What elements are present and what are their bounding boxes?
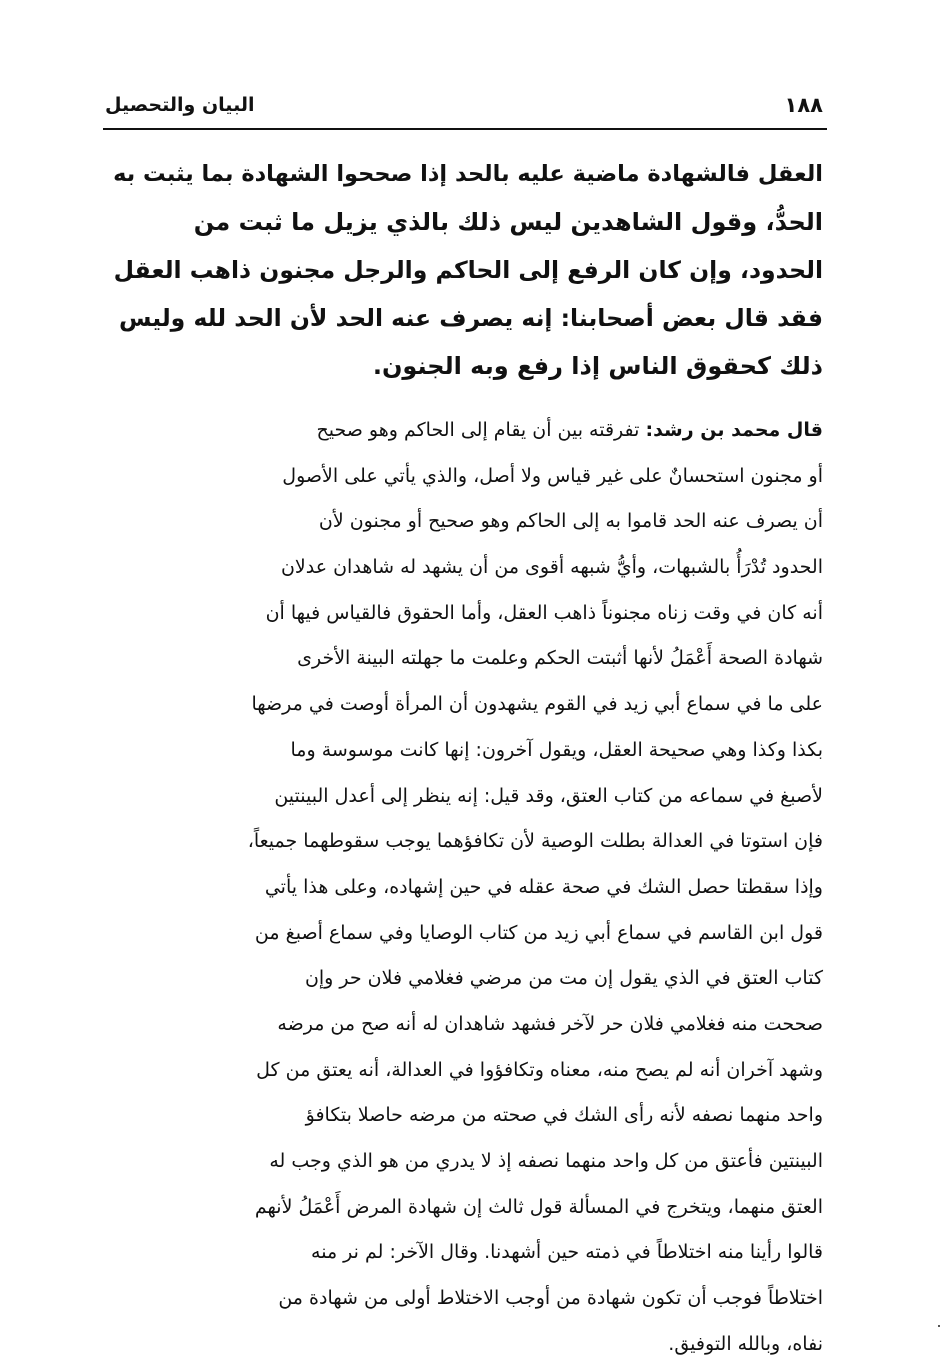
commentary-author: قال محمد بن رشد: xyxy=(645,419,823,441)
commentary-block xyxy=(105,408,823,1367)
text-line: على ما في سماع أبي زيد في القوم يشهدون أن المرأة أوصت في مرضها xyxy=(251,693,823,716)
text-line: أو مجنون استحسانٌ على غير قياس ولا أصل، والذي يأتي على الأصول xyxy=(282,464,823,487)
text-line: بكذا وكذا وهي صحيحة العقل، ويقول آخرون: إنها كانت موسوسة وما xyxy=(290,738,823,761)
text-line: لأصبغ في سماعه من كتاب العتق، وقد قيل: إنه ينظر إلى أعدل البينتين xyxy=(274,784,823,807)
text-line: فإن استوتا في العدالة بطلت الوصية لأن تكافؤهما يوجب سقوطهما جميعاً، xyxy=(247,830,823,853)
scan-speck xyxy=(938,1325,940,1327)
page-number: ١٨٨ xyxy=(784,93,823,117)
text-line: نفاه، وبالله التوفيق. xyxy=(668,1332,823,1355)
text-line: قالوا رأينا منه اختلاطاً في ذمته حين أشهدنا. وقال الآخر: لم نر منه xyxy=(311,1241,823,1264)
text-line: قول ابن القاسم في سماع أبي زيد من كتاب الوصايا وفي سماع أصبغ من xyxy=(254,921,823,944)
text-line: أنه كان في وقت زناه مجنوناً ذاهب العقل، وأما الحقوق فالقياس فيها أن xyxy=(265,601,823,624)
text-line: وشهد آخران أنه لم يصح منه، معناه وتكافؤوا في العدالة، أنه يعتق من كل xyxy=(256,1058,823,1081)
text-line: صححت منه فغلامي فلان حر لآخر فشهد شاهدان له أنه صح من مرضه xyxy=(277,1012,823,1035)
text-line: العتق منهما، ويتخرج في المسألة قول ثالث إن شهادة المرض أَعْمَلُ لأنهم xyxy=(254,1195,823,1218)
text-line: أن يصرف عنه الحد قاموا به إلى الحاكم وهو صحيح أو مجنون لأن xyxy=(318,510,823,533)
text-line: البينتين فأعتق من كل واحد منهما نصفه إذ لا يدري من هو الذي وجب له xyxy=(269,1150,823,1172)
text-line: الحدُّ، وقول الشاهدين ليس ذلك بالذي يزيل ما ثبت من xyxy=(193,208,823,236)
text-line: فقد قال بعض أصحابنا: إنه يصرف عنه الحد لأن الحد لله وليس xyxy=(119,304,823,332)
text-line: شهادة الصحة أَعْمَلُ لأنها أثبتت الحكم وعلمت ما جهلته البينة الأخرى xyxy=(297,647,823,670)
text-line: كتاب العتق في الذي يقول إن مت من مرضي فغلامي فلان حر وإن xyxy=(304,967,823,990)
commentary-first-line-text: تفرقته بين أن يقام إلى الحاكم وهو صحيح xyxy=(316,419,646,441)
text-line: الحدود تُدْرَأُ بالشبهات، وأيُّ شبهه أقوى من أن يشهد له شاهدان عدلان xyxy=(280,556,823,579)
commentary-first-line xyxy=(105,408,823,454)
header-rule xyxy=(103,128,827,130)
text-line: وإذا سقطتا حصل الشك في صحة عقله في حين إشهاده، وعلى هذا يأتي xyxy=(264,875,823,898)
text-line: اختلاطاً فوجب أن تكون شهادة من أوجب الاختلاط أولى من شهادة من xyxy=(278,1287,823,1310)
page-header xyxy=(105,92,823,126)
text-block-1 xyxy=(105,150,823,390)
text-line: واحد منهما نصفه لأنه رأى الشك في صحته من مرضه حاصلا بتكافؤ xyxy=(305,1104,823,1127)
text-line: ذلك كحقوق الناس إذا رفع وبه الجنون. xyxy=(372,352,823,380)
text-line: الحدود، وإن كان الرفع إلى الحاكم والرجل مجنون ذاهب العقل xyxy=(113,256,823,284)
running-title: البيان والتحصيل xyxy=(105,94,255,116)
text-line: العقل فالشهادة ماضية عليه بالحد إذا صححوا الشهادة بما يثبت به xyxy=(113,161,823,187)
